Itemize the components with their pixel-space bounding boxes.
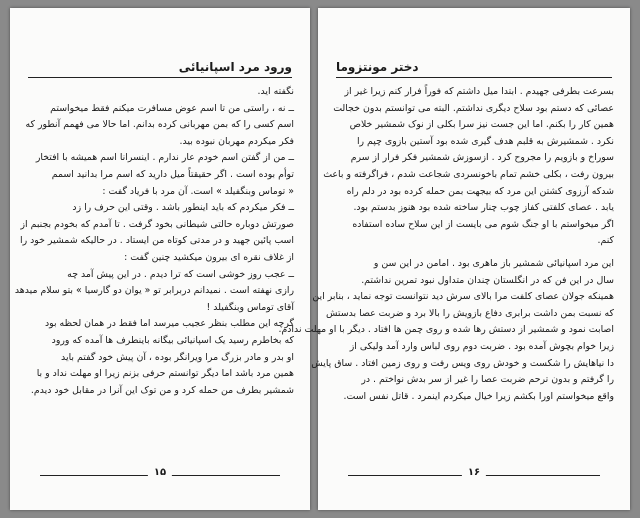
right-page-footer [348, 467, 600, 488]
left-page [10, 8, 310, 510]
right-page [278, 8, 630, 510]
text-line: ــ فکر میکردم که باید اینطور باشد . وقتی این حرف را زد [72, 202, 294, 214]
text-line: گرچه این مطلب بنظر عجیب میرسد اما فقط در همان لحظه بود [44, 318, 294, 330]
right-page-header: دختر مونتزوما [336, 60, 612, 78]
text-line: بسرعت بطرفی جهیدم . ابتدا میل داشتم که فوراً فرار کنم زیرا غیر از [344, 86, 614, 97]
left-page-footer [40, 467, 280, 488]
left-page-number: ۱۵ [148, 467, 172, 478]
text-line: ــ نه ، راستی من تا اسم عوض مسافرت میکنم فقط میخواستم [50, 102, 294, 114]
text-line: کنم. [597, 235, 614, 247]
text-line: اسم کسی را که بمن مهربانی کرده بدانم. اما حالا می فهمم آنطور که [25, 119, 294, 131]
text-line: نکرد . شمشیرش به قلبم هدف گیری شده بود آستین بازوی چپم را [356, 135, 614, 147]
text-line: صورتش دوباره حالتی شیطانی بخود گرفت . تا آمدم که بخودم بجنبم از [20, 218, 294, 230]
text-line: همینکه جولان عصای کلفت مرا بالای سرش دید نتوانست توجه نماید ، بنابر این [312, 291, 614, 303]
text-line: عصائی که دستم بود سلاح دیگری نداشتم. البته می توانستم بدون خجالت [333, 102, 614, 114]
text-line: سوراخ و بازویم را مجروح کرد . ازسوزش شمشیر فکر فرار از سرم [350, 152, 614, 164]
text-line: زیرا خوام بچوش آمده بود . ضربت دوم روی لباس وارد آمد ولیکی از [349, 340, 614, 352]
text-line: شمشیر بطرف من حمله کرد و من توک این آنرا در مقابل خود دیدم. [30, 384, 294, 396]
text-line: که بخاطرم رسید یک اسپانیائی بیگانه باینطرف ها آمده که ورود [51, 334, 294, 346]
text-line: توأم بوده است . اگر حقیقتاً میل دارید که اسم مرا بدانید اسمم [51, 168, 294, 180]
text-line: آقای توماس وبنگفیلد ! [206, 301, 294, 313]
text-line: دا نیاهایش را شکست و خودش روی ویس رفت و روی زمین افتاد . ساق پایش [311, 357, 614, 369]
text-line: او بدر و مادر بزرگ مرا ویرانگر بوده ، آن پیش خود گفتم باید [61, 351, 294, 363]
left-page-body [14, 84, 294, 460]
text-line: سال در این فن که در انگلستان چندان متداول نبود تمرین نداشتم. [361, 274, 614, 286]
text-line: شدکه آرزوی کشتن این مرد که بیجهت بمن حمله کرده بود در دلم راه [346, 185, 614, 197]
text-line: اسب پائین جهید و در مدتی کوتاه من ایستاد . در حالیکه شمشیر خود را [20, 235, 294, 247]
text-line: ــ عجب روز خوشی است که ترا دیدم . در این پیش آمد چه [67, 268, 294, 280]
text-line: نگفته اید. [257, 86, 294, 97]
right-page-body [278, 84, 614, 460]
text-line: رازی نهفته است . نمیدانم دربرابر تو « یوان دو گارسیا » بتو سلام میدهد [14, 285, 294, 297]
text-line: از غلاف نقره ای بیرون میکشید چنین گفت : [124, 251, 294, 263]
text-line: را گرفتم و بدون ترحم ضربت عصا را غیر از سر بدش نواختم . در [361, 374, 614, 386]
text-line: که نسبت بمن داشت برابری دفاع بازویش را بالا برد و ضربت عصا بدستش [325, 307, 614, 319]
text-line: همین مرد باشد اما دیگر توانستم حرفی بزنم زیرا او مهلت نداد و با [36, 368, 294, 380]
left-page-header: ورود مرد اسپانیائی [28, 60, 292, 78]
text-line: ــ من از گفتن اسم خودم عار ندارم . اینسرانا اسم همیشه با افتخار [35, 152, 294, 164]
right-page-number: ۱۶ [462, 467, 486, 478]
text-line: اگر میخواستم با او جنگ شوم می بایست از این سلاح ساده استفاده [352, 218, 614, 230]
text-line: « توماس وبنگفیلد » است. آن مرد با فریاد گفت : [102, 185, 294, 197]
text-line: این مرد اسپانیائی شمشیر باز ماهری بود . امامن در این سن و [373, 257, 614, 269]
text-line: واقع میخواستم اورا بکشم زیرا خیال میکردم اینمرد . قاتل نفس است. [343, 390, 614, 402]
text-line: یابد . عصای کلفتی کفاز چوب چنار ساخته شده بود هنوز بدستم بود. [353, 202, 614, 214]
text-line: اصابت نمود و شمشیر از دستش رها شده و روی چمن ها افتاد . دیگر با او مهلت ندادم. [278, 324, 614, 336]
text-line: فکر میکردم مهربان نبوده بید. [179, 135, 294, 147]
text-line: همین کار را بکنم. اما این جست نیز سرا بکلی از نوک شمشیر خلاص [349, 119, 614, 131]
text-line: بیرون رفت ، بکلی خشم تمام باخونسردی شجاعت شدم ، فراگرفته و باعث [323, 168, 614, 180]
